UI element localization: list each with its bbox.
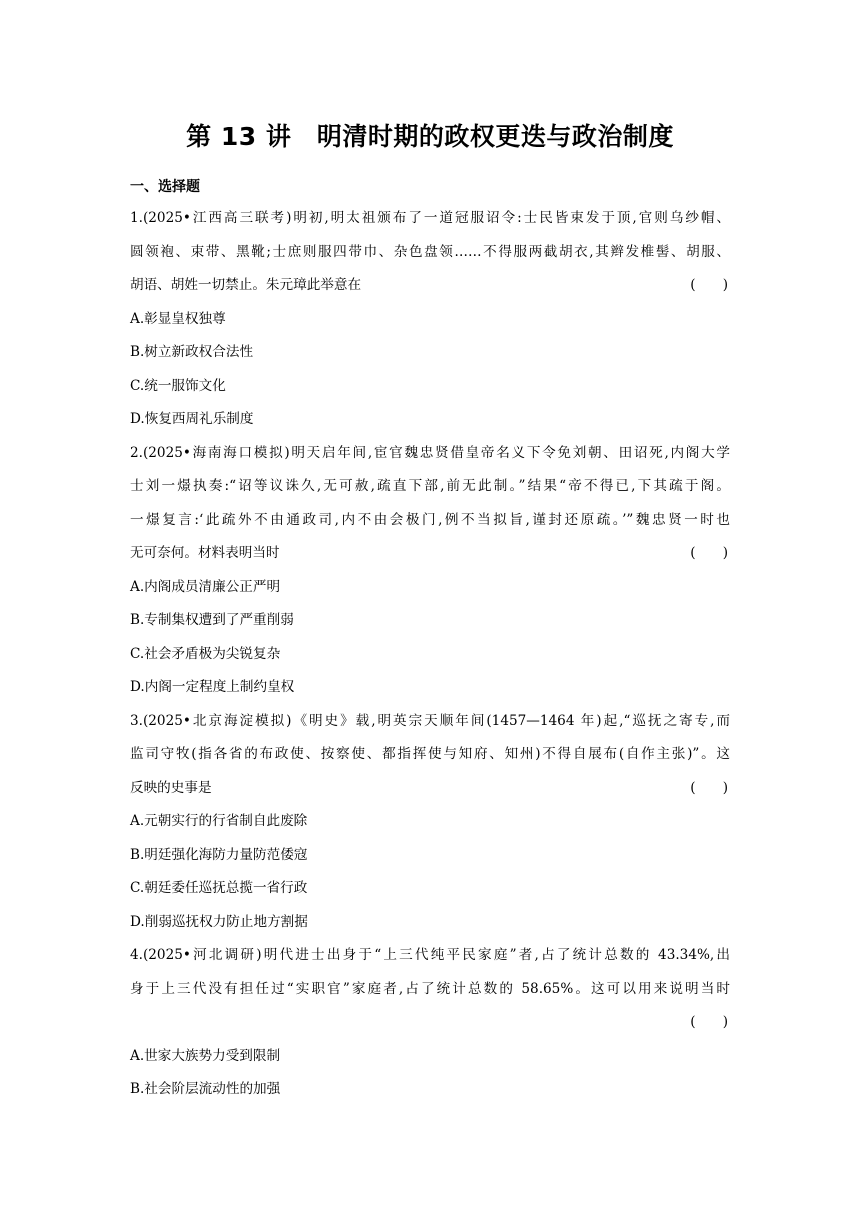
option-a: A.元朝实行的行省制自此废除 <box>130 813 308 829</box>
section-heading: 一、选择题 <box>130 179 200 195</box>
question-stem-line <box>130 275 730 309</box>
option-a: A.内阁成员清廉公正严明 <box>130 578 281 595</box>
question-stem-line: 1.(2025•江西高三联考)明初,明太祖颁布了一道冠服诏令:士民皆束发于顶,官则乌纱帽、 <box>130 210 730 226</box>
question-stem-text: 无可奈何。材料表明当时 <box>130 545 280 561</box>
answer-bracket: ( ) <box>690 545 728 561</box>
question-3 <box>130 711 730 946</box>
answer-bracket: ( ) <box>690 779 728 796</box>
question-stem-line: 4.(2025•河北调研)明代进士出身于“上三代纯平民家庭”者,占了统计总数的 43.34%,出 <box>130 947 730 963</box>
answer-bracket: ( ) <box>690 1014 728 1030</box>
option-b: B.树立新政权合法性 <box>130 344 254 360</box>
question-1 <box>130 208 730 443</box>
question-stem-line <box>130 778 730 812</box>
question-stem-text: 胡语、胡姓一切禁止。朱元璋此举意在 <box>130 277 362 293</box>
question-stem-line: 2.(2025•海南海口模拟)明天启年间,宦官魏忠贤借皇帝名义下令免刘朝、田诏死,内阁大学 <box>130 444 730 461</box>
option-b: B.社会阶层流动性的加强 <box>130 1081 281 1097</box>
question-stem-line: 监司守牧(指各省的布政使、按察使、都指挥使与知府、知州)不得自展布(自作主张)”。这 <box>130 746 730 762</box>
question-stem-line <box>130 1012 730 1046</box>
option-d: D.削弱巡抚权力防止地方割据 <box>130 913 308 930</box>
option-b: B.明廷强化海防力量防范倭寇 <box>130 846 308 863</box>
option-d: D.内阁一定程度上制约皇权 <box>130 679 295 695</box>
question-2 <box>130 443 730 711</box>
question-stem-text: 反映的史事是 <box>130 779 212 796</box>
option-d: D.恢复西周礼乐制度 <box>130 411 254 427</box>
question-stem-line: 士刘一燝执奏:“诏等议诛久,无可赦,疏直下部,前无此制。”结果“帝不得已,下其疏于阁。 <box>130 478 730 494</box>
option-a: A.彰显皇权独尊 <box>130 310 226 327</box>
option-c: C.统一服饰文化 <box>130 377 226 394</box>
question-stem-line <box>130 543 730 577</box>
option-c: C.社会矛盾极为尖锐复杂 <box>130 645 281 662</box>
page-title: 第 13 讲 明清时期的政权更迭与政治制度 <box>186 122 674 151</box>
option-b: B.专制集权遭到了严重削弱 <box>130 612 294 628</box>
option-c: C.朝廷委任巡抚总揽一省行政 <box>130 880 308 896</box>
question-list <box>130 208 730 1113</box>
question-stem-line: 圆领袍、束带、黑靴;士庶则服四带巾、杂色盘领……不得服两截胡衣,其辫发椎髻、胡服、 <box>130 243 730 260</box>
question-stem-line: 一燝复言:‘此疏外不由通政司,内不由会极门,例不当拟旨,谨封还原疏。’”魏忠贤一时也 <box>130 511 730 528</box>
question-stem-line: 身于上三代没有担任过“实职官”家庭者,占了统计总数的 58.65%。这可以用来说明当时 <box>130 980 730 997</box>
question-4 <box>130 945 730 1113</box>
option-a: A.世家大族势力受到限制 <box>130 1047 281 1064</box>
question-stem-line: 3.(2025•北京海淀模拟)《明史》载,明英宗天顺年间(1457—1464 年)起,“巡抚之寄专,而 <box>130 712 730 729</box>
answer-bracket: ( ) <box>690 277 728 293</box>
